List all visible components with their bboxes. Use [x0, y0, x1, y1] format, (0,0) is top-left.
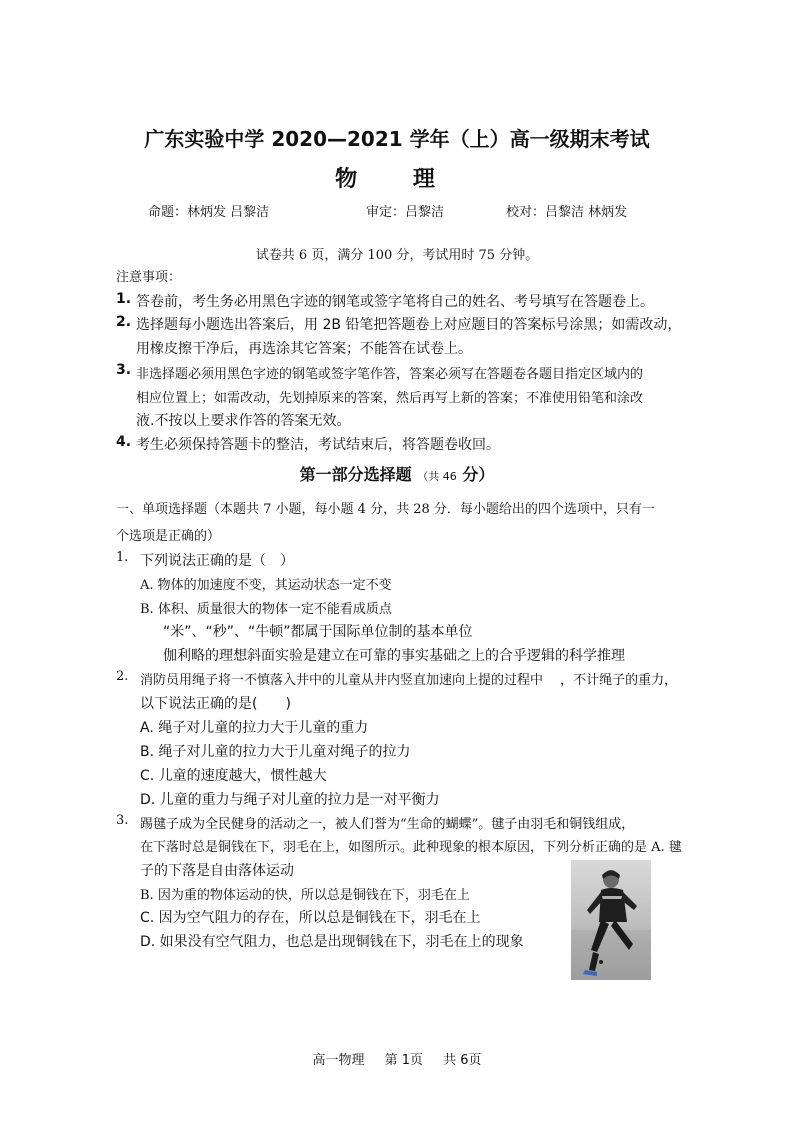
- question-option: C. 儿童的速度越大，惯性越大: [140, 768, 327, 784]
- question-stem: 下列说法正确的是（ ）: [140, 553, 294, 569]
- question-option: B. 因为重的物体运动的快，所以总是铜钱在下，羽毛在上: [140, 888, 470, 903]
- page-footer: [0, 1049, 794, 1068]
- question-stem: 在下落时总是铜钱在下，羽毛在上，如图所示。此种现象的根本原因，下列分析正确的是 A. 毽: [140, 840, 682, 855]
- staff-proofreader: 校对：吕黎洁 林炳发: [506, 205, 628, 220]
- staff-author: 命题：林炳发 吕黎洁: [148, 205, 270, 220]
- question-option: A. 绳子对儿童的拉力大于儿童的重力: [140, 720, 369, 736]
- shuttlecock-photo: [571, 860, 651, 980]
- note-line: 用橡皮擦干净后，再选涂其它答案；不能答在试卷上。: [136, 341, 472, 357]
- subject-title: 物 理: [335, 167, 459, 192]
- staff-reviewer: 审定：吕黎洁: [366, 205, 445, 220]
- note-line: 答卷前，考生务必用黑色字迹的钢笔或签字笔将自己的姓名、考号填写在答题卷上。: [136, 294, 654, 310]
- note-number: 4.: [116, 434, 132, 450]
- question-option: A. 物体的加速度不变，其运动状态一定不变: [140, 578, 392, 593]
- section-score-unit: 分）: [462, 465, 495, 484]
- question-option: D. 儿童的重力与绳子对儿童的拉力是一对平衡力: [140, 792, 440, 808]
- note-line: 液.不按以上要求作答的答案无效。: [136, 413, 351, 429]
- question-option: C. 因为空气阻力的存在，所以总是铜钱在下，羽毛在上: [140, 910, 481, 926]
- section-title: [0, 462, 794, 485]
- question-option: 伽利略的理想斜面实验是建立在可靠的事实基础之上的合乎逻辑的科学推理: [163, 648, 625, 664]
- question-option: B. 体积、质量很大的物体一定不能看成质点: [140, 602, 392, 617]
- note-line: 非选择题必须用黑色字迹的钢笔或签字笔作答，答案必须写在答题卷各题目指定区域内的: [136, 367, 644, 382]
- question-stem: 子的下落是自由落体运动: [140, 863, 294, 879]
- question-stem: 消防员用绳子将一不慎落入井中的儿童从井内竖直加速向上提的过程中 ，不计绳子的重力，: [140, 673, 678, 688]
- footer-page: 第 1页: [384, 1053, 423, 1068]
- note-line: 选择题每小题选出答案后，用 2B 铅笔把答题卷上对应题目的答案标号涂黑；如需改动，: [136, 317, 682, 333]
- note-line: 相应位置上；如需改动，先划掉原来的答案，然后再写上新的答案；不准使用铅笔和涂改: [136, 391, 644, 406]
- footer-subject: 高一物理: [312, 1053, 365, 1068]
- exam-title: 广东实验中学 2020—2021 学年（上）高一级期末考试: [144, 127, 650, 151]
- footer-total: 共 6页: [443, 1053, 482, 1068]
- part1-instructions: 个选项是正确的）: [116, 529, 221, 544]
- section-title-text: 第一部分选择题: [299, 465, 412, 484]
- question-option: B. 绳子对儿童的拉力大于儿童对绳子的拉力: [140, 744, 411, 760]
- question-number: 3.: [116, 813, 129, 828]
- note-number: 3.: [116, 362, 132, 378]
- note-number: 1.: [116, 291, 132, 307]
- question-option: “米”、“秒”、“牛顿”都属于国际单位制的基本单位: [163, 624, 473, 640]
- notes-heading: 注意事项：: [116, 270, 182, 285]
- exam-info: 试卷共 6 页，满分 100 分，考试用时 75 分钟。: [255, 248, 539, 263]
- question-option: D. 如果没有空气阻力，也总是出现铜钱在下，羽毛在上的现象: [140, 934, 524, 950]
- part1-instructions: 一、单项选择题（本题共 7 小题，每小题 4 分，共 28 分．每小题给出的四个选项中，只有一: [116, 502, 655, 517]
- note-number: 2.: [116, 314, 132, 330]
- question-stem: 以下说法正确的是( ): [140, 696, 291, 712]
- question-number: 2.: [116, 669, 129, 684]
- question-number: 1.: [116, 550, 129, 565]
- question-stem: 踢毽子成为全民健身的活动之一，被人们誉为“生命的蝴蝶”。毽子由羽毛和铜钱组成，: [140, 817, 635, 832]
- note-line: 考生必须保持答题卡的整洁，考试结束后，将答题卷收回。: [136, 437, 500, 453]
- section-score: （共 46: [417, 470, 457, 483]
